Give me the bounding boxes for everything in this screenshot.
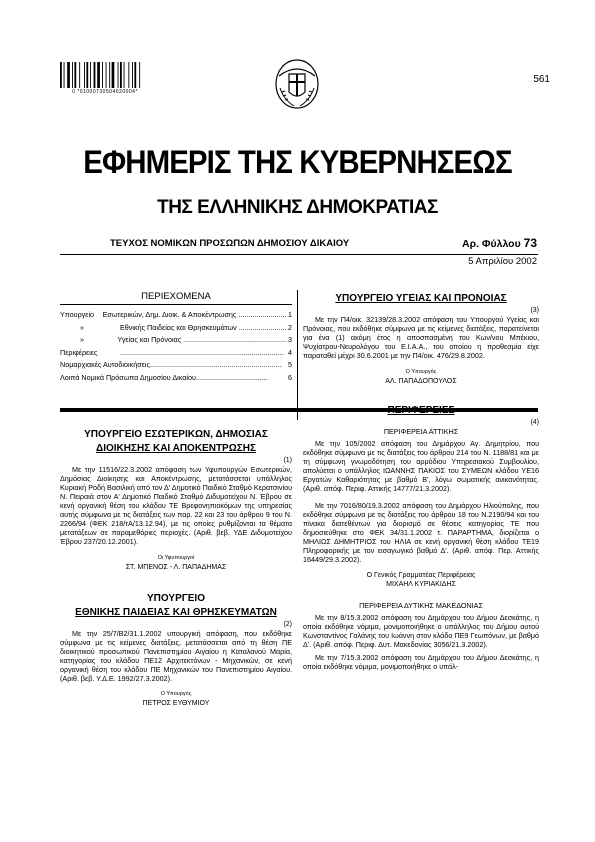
toc-entry-page: 1 [288, 310, 292, 319]
signature-label-1: Οι Υφυπουργοί [157, 555, 195, 561]
signature-label-3: Ο Υπουργός [405, 369, 437, 375]
toc-rule [60, 304, 292, 305]
toc-row [60, 322, 292, 335]
ministry-health-title [303, 292, 539, 306]
page-number: 561 [533, 74, 550, 85]
greek-coat-of-arms-icon [274, 58, 320, 112]
signature-3: ΑΛ. ΠΑΠΑΔΟΠΟΥΛΟΣ [385, 378, 457, 385]
toc-entry-page: 5 [288, 360, 292, 369]
toc-heading: ΠΕΡΙΕΧΟΜΕΝΑ [141, 291, 211, 302]
signature-2: ΠΕΤΡΟΣ ΕΥΘΥΜΙΟΥ [142, 700, 210, 707]
ministry-interior-title-2-text: ΔΙΟΙΚΗΣΗΣ ΚΑΙ ΑΠΟΚΕΝΤΡΩΣΗΣ [96, 443, 256, 454]
entry-number-4: (4) [530, 419, 539, 426]
entry-text-4b: Με την 7016/80/19.3.2002 απόφαση του Δημάρχου Ηλιούπολης, που εκδόθηκε σύμφωνα με τις διατάξεις του άρθρου 18 του Ν.2190/94 και του πίνακα διατεθέντων για διορισμό σε θέσεις κατηγορίας ΤΕ που δημοσιεύθηκε στο ΦΕΚ 34/31.1.2002 τ. ΠΑΡΑΡΤΗΜΑ, διορίζεται ο ΜΗΛΙΩΣ ΔΗΜΗΤΡΙΟΣ του ΗΛΙΑ σε κενή οργανική θέση κλάδου ΤΕ19 Πληροφορικής με τον εισαγωγικό βαθμό Δ'. (Αριθ. απόφ. Περ. Αττικής 16449/29.3.2002). [303, 501, 539, 564]
toc-row [60, 347, 292, 360]
toc-row [60, 359, 292, 372]
toc-entry-label: Υπουργείο [60, 310, 95, 319]
signature-4: ΜΙΧΑΗΛ ΚΥΡΙΑΚΙΔΗΣ [386, 581, 456, 588]
barcode [60, 62, 150, 88]
entry-number-3: (3) [530, 307, 539, 314]
toc-entry-page: 6 [288, 372, 292, 382]
region-west-macedonia-heading: ΠΕΡΙΦΕΡΕΙΑ ΔΥΤΙΚΗΣ ΜΑΚΕΔΟΝΙΑΣ [359, 601, 483, 610]
right-column [303, 292, 539, 671]
column-divider [297, 290, 298, 420]
toc-entry-label: » [80, 335, 84, 344]
entry-text-4d: Με την 7/15.3.2002 απόφαση του Δημάρχου του Δήμου Δεσκάτης, η οποία εκδόθηκε νόμιμα, μονιμοποιήθηκε ο υπάλ- [303, 653, 539, 671]
signature-label-4: Ο Γενικός Γραμματέας Περιφέρειας [366, 572, 476, 579]
signature-label-2: Ο Υπουργός [160, 691, 192, 697]
ministry-health-title-text: ΥΠΟΥΡΓΕΙΟ ΥΓΕΙΑΣ ΚΑΙ ΠΡΟΝΟΙΑΣ [335, 293, 507, 304]
gazette-title: ΕΦΗΜΕΡΙΣ ΤΗΣ ΚΥΒΕΡΝΗΣΕΩΣ [83, 144, 512, 180]
toc-entry-text: .................................................................................. [120, 347, 284, 357]
toc-entry-page: 4 [288, 347, 292, 357]
entry-text-4c: Με την 8/15.3.2002 απόφαση του Δημάρχου του Δήμου Δεσκάτης, η οποία εκδόθηκε νόμιμα, μονιμοποιήθηκε ο υπάλληλος του Δήμου αυτού Κωνσταντίνος Γαλάνης του Ιωάννη στον κλάδο ΠΕ9 Γεωπόνων, με βαθμό Δ'. (Αριθ. απόφ. Περιφ. Δυτ. Μακεδονίας 3056/21.3.2002). [303, 613, 539, 649]
toc-entry-text: .................................... [195, 372, 268, 382]
header-rule [60, 254, 538, 255]
gazette-subtitle: ΤΗΣ ΕΛΛΗΝΙΚΗΣ ΔΗΜΟΚΡΑΤΙΑΣ [157, 197, 438, 218]
toc-row [60, 334, 292, 347]
region-attica-heading: ΠΕΡΙΦΕΡΕΙΑ ΑΤΤΙΚΗΣ [383, 427, 459, 436]
ministry-education-title-2 [60, 606, 292, 620]
entry-text-4a: Με την 105/2002 απόφαση του Δημάρχου Αγ. Δημητρίου, που εκδόθηκε σύμφωνα με τις διατάξεις του άρθρου 214 του Ν. 1188/81 και με τη σύμφωνη γνωμοδότηση του αρμόδιου Υπηρεσιακού Συμβουλίου, απολύεται ο υπάλληλος ΙΩΑΝΝΗΣ ΠΑΚΙΟΣ του ΣΥΜΕΩΝ κλάδου ΥΕ16 Εργατών Καθαριότητας με βαθμό Β', λόγω σωματικής ανικανότητας. (Αριθ. απόφ. Περιφ. Αττικής 14777/21.3.2002). [303, 439, 539, 493]
regions-title-text: ΠΕΡΙΦΕΡΕΙΕΣ [387, 405, 455, 416]
entry-text-2: Με την 25/7/Β2/31.1.2002 υπουργική απόφαση, που εκδόθηκε σύμφωνα με τις κείμενες διατάξεις, μετατάσσεται από τη θέση ΠΕ διοικητικού προσωπικού Πανεπιστημίου Αιγαίου η Καταλανού Μαρία, κατηγορίας του κλάδου ΠΕ12 Αρχιτεκτόνων - Μηχανικών, σε κενή οργανική θέση του κλάδου ΠΕ Μηχανικών του Πανεπιστημίου Αιγαίου. (Αριθ. βεβ. Υ.Δ.Ε. 1992/27.3.2002). [60, 629, 292, 683]
toc-row [60, 309, 292, 322]
signature-1: ΣΤ. ΜΠΕΝΟΣ - Λ. ΠΑΠΑΔΗΜΑΣ [125, 564, 227, 571]
toc-entry-text: Υγείας και Πρόνοιας .................................................... [117, 335, 288, 344]
toc-entry-text: .................................................................. [149, 360, 282, 369]
toc-entry-page: 3 [288, 335, 292, 344]
entry-text-1: Με την 11516/22.3.2002 απόφαση των Υφυπουργών Εσωτερικών, Δημόσιας Διοίκησης και Αποκέντρωσης, μετατάσσεται υπάλληλος Κυριακή Ροδή Βασιλική από τον Δ' Δημοτικό Παιδικό Σταθμό Κερατσινίου Ν. Πειραιά στον Α' Δημοτικό Παιδικό Σταθμό Διδυμοτείχου Ν. Έβρου σε κενή οργανική θέση του κλάδου ΤΕ Βρεφονηπιοκόμων της υπηρεσίας αυτής σύμφωνα με τις διατάξεις των παρ. 22 και 23 του άρθρου 9 του Ν. 2266/94 (ΦΕΚ 218/τΑ/13.12.94), με τις οποίες ρυθμίζονται τα θέματα μετατάξεων σε παραμεθόριες περιοχές. (Αριθ. βεβ. ΥΔΕ Διδυμοτείχου Έβρου 237/20.12.2001). [60, 465, 292, 546]
entry-text-3: Με την Π4/οικ. 32139/28.3.2002 απόφαση του Υπουργού Υγείας και Πρόνοιας, που εκδόθηκε σύμφωνα με τις κείμενες διατάξεις, παρατείνεται για ένα (1) ακόμη έτος η αποσπασμένη του Κων/νου Μπέκιου, Ψυχίατρου-Νευρολόγου του Ε.Ι.Α.Α., του οποίου η προθεσμία είχε παραταθεί μέχρι 30.6.2001 με την Π4/οικ. 476/29.8.2002. [303, 315, 539, 360]
left-column [60, 428, 292, 708]
toc-entry-label: Περιφέρειες [60, 347, 98, 357]
ministry-interior-title-1: ΥΠΟΥΡΓΕΙΟ ΕΣΩΤΕΡΙΚΩΝ, ΔΗΜΟΣΙΑΣ [84, 429, 268, 440]
toc-row [60, 372, 292, 385]
toc-entry-label: » [80, 322, 84, 332]
issue-type: ΤΕΥΧΟΣ ΝΟΜΙΚΩΝ ΠΡΟΣΩΠΩΝ ΔΗΜΟΣΙΟΥ ΔΙΚΑΙΟΥ [110, 238, 350, 249]
issue-label: Αρ. Φύλλου [461, 238, 521, 250]
issue-date: 5 Απριλίου 2002 [468, 256, 537, 267]
ministry-interior-title-2 [60, 442, 292, 456]
toc-entry-page: 2 [288, 322, 292, 332]
ministry-education-title-2-text: ΕΘΝΙΚΗΣ ΠΑΙΔΕΙΑΣ ΚΑΙ ΘΡΗΣΚΕΥΜΑΤΩΝ [75, 607, 277, 618]
toc-list [60, 309, 292, 384]
entry-number-2: (2) [283, 621, 292, 628]
issue-number [462, 236, 537, 250]
issue-number-value: 73 [523, 236, 537, 250]
barcode-number: 0 *01000730504020004* [72, 89, 138, 95]
ministry-education-title-1: ΥΠΟΥΡΓΕΙΟ [147, 593, 205, 604]
toc-entry-label: Λοιπά Νομικά Πρόσωπα Δημοσίου Δικαίου [60, 372, 196, 382]
regions-title [303, 404, 539, 418]
toc-entry-text: Εθνικής Παιδείας και Θρησκευμάτων ........................ [120, 322, 287, 332]
table-of-contents [60, 292, 292, 384]
toc-entry-label: Νομαρχιακές Αυτοδιοικήσεις [60, 360, 150, 369]
toc-entry-text: Εσωτερικών, Δημ. Διοικ. & Αποκέντρωσης ........................ [102, 310, 287, 319]
entry-number-1: (1) [283, 457, 292, 464]
